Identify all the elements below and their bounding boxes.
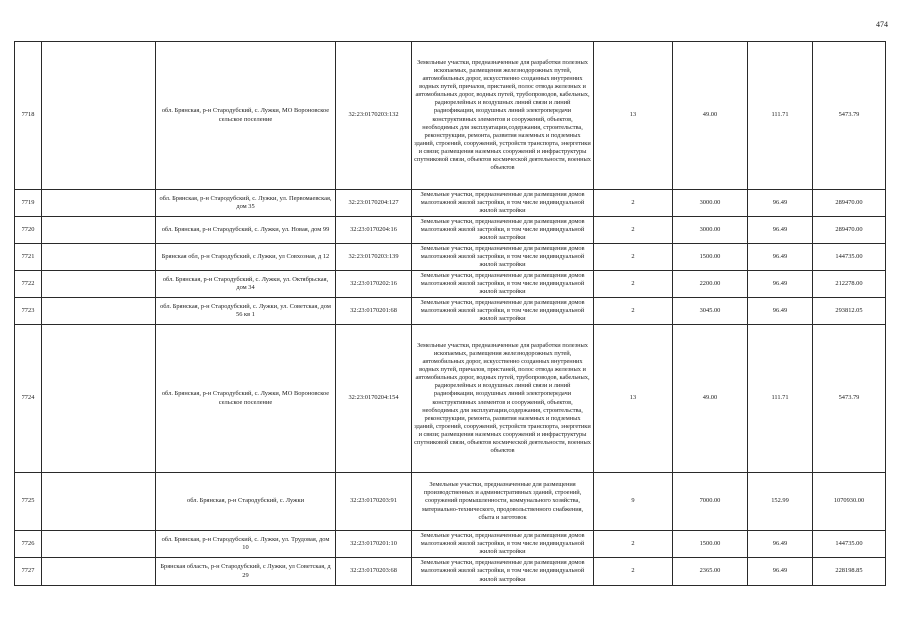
table-row (15, 217, 886, 244)
usage-group-cell: 2 (594, 190, 673, 217)
address-cell: обл. Брянская, р-н Стародубский, с. Лужки (156, 473, 336, 531)
table-row (15, 190, 886, 217)
cadastral-number-cell: 32:23:0170203:91 (336, 473, 412, 531)
area-cell: 49.00 (673, 42, 748, 190)
cadastral-number-cell: 32:23:0170204:154 (336, 325, 412, 473)
row-number: 7726 (15, 531, 42, 558)
cadastral-number-cell: 32:23:0170204:16 (336, 217, 412, 244)
usage-group-cell: 2 (594, 217, 673, 244)
table-body (15, 42, 886, 586)
land-purpose-cell: Земельные участки, предназначенные для размещения производственных и административных зданий, строений, сооружений промышленности, коммунального хозяйства, материально-технического, продовольственного снабжения, сбыта и заготовок (412, 473, 594, 531)
blank-cell (42, 558, 156, 586)
table-row (15, 473, 886, 531)
specific-value-cell: 96.49 (748, 244, 813, 271)
usage-group-cell: 13 (594, 42, 673, 190)
address-cell: обл. Брянская, р-н Стародубский, с. Лужки, ул. Первомаевская, дом 35 (156, 190, 336, 217)
table-row (15, 244, 886, 271)
usage-group-cell: 13 (594, 325, 673, 473)
cadastral-number-cell: 32:23:0170201:10 (336, 531, 412, 558)
cadastral-value-cell: 293812.05 (813, 298, 886, 325)
blank-cell (42, 473, 156, 531)
cadastral-value-cell: 5473.79 (813, 325, 886, 473)
table-row (15, 42, 886, 190)
table-row (15, 531, 886, 558)
land-purpose-cell: Земельные участки, предназначенные для разработки полезных ископаемых, размещения железнодорожных путей, автомобильных дорог, искусственно созданных внутренних водных путей, причалов, пристаней, полос отвода железных и автомобильных дорог, водных путей, трубопроводов, кабельных, радиорелейных и воздушных линий связи и линий радиофикации, воздушных линий электропередачи конструктивных элементов и сооружений, объектов, необходимых для эксплуатации,содержания, строительства, реконструкции, ремонта, развития наземных и подземных зданий, строений, сооружений, устройств транспорта, энергетики и связи; размещения наземных сооружений и инфраструктуры спутниковой связи, объектов космической деятельности, военных объектов (412, 42, 594, 190)
cadastral-value-cell: 289470.00 (813, 217, 886, 244)
address-cell: обл. Брянская, р-н Стародубский, с. Лужки, ул. Советская, дом 56 кв 1 (156, 298, 336, 325)
cadastral-value-cell: 228198.85 (813, 558, 886, 586)
usage-group-cell: 2 (594, 244, 673, 271)
cadastral-value-cell: 144735.00 (813, 244, 886, 271)
land-purpose-cell: Земельные участки, предназначенные для размещения домов малоэтажной жилой застройки, в том числе индивидуальной жилой застройки (412, 558, 594, 586)
usage-group-cell: 2 (594, 271, 673, 298)
specific-value-cell: 96.49 (748, 217, 813, 244)
row-number: 7718 (15, 42, 42, 190)
table-row (15, 271, 886, 298)
address-cell: обл. Брянская, р-н Стародубский, с. Лужки, ул. Новая, дом 99 (156, 217, 336, 244)
address-cell: Брянская обл, р-н Стародубский, с Лужки, ул Совхозная, д 12 (156, 244, 336, 271)
table-row (15, 558, 886, 586)
cadastral-number-cell: 32:23:0170202:16 (336, 271, 412, 298)
cadastral-value-cell: 144735.00 (813, 531, 886, 558)
land-purpose-cell: Земельные участки, предназначенные для разработки полезных ископаемых, размещения железнодорожных путей, автомобильных дорог, искусственно созданных внутренних водных путей, причалов, пристаней, полос отвода железных и автомобильных дорог, водных путей, трубопроводов, кабельных, радиорелейных и воздушных линий связи и линий радиофикации, воздушных линий электропередачи конструктивных элементов и сооружений, объектов, необходимых для эксплуатации,содержания, строительства, реконструкции, ремонта, развития наземных и подземных зданий, строений, сооружений, устройств транспорта, энергетики и связи; размещения наземных сооружений и инфраструктуры спутниковой связи, объектов космической деятельности, военных объектов (412, 325, 594, 473)
land-purpose-cell: Земельные участки, предназначенные для размещения домов малоэтажной жилой застройки, в том числе индивидуальной жилой застройки (412, 298, 594, 325)
specific-value-cell: 111.71 (748, 325, 813, 473)
blank-cell (42, 271, 156, 298)
address-cell: обл. Брянская, р-н Стародубский, с. Лужки, ул. Трудовая, дом 10 (156, 531, 336, 558)
blank-cell (42, 244, 156, 271)
blank-cell (42, 325, 156, 473)
land-purpose-cell: Земельные участки, предназначенные для размещения домов малоэтажной жилой застройки, в том числе индивидуальной жилой застройки (412, 190, 594, 217)
area-cell: 1500.00 (673, 531, 748, 558)
row-number: 7721 (15, 244, 42, 271)
usage-group-cell: 2 (594, 298, 673, 325)
cadastral-number-cell: 32:23:0170204:127 (336, 190, 412, 217)
land-purpose-cell: Земельные участки, предназначенные для размещения домов малоэтажной жилой застройки, в том числе индивидуальной жилой застройки (412, 531, 594, 558)
blank-cell (42, 190, 156, 217)
land-purpose-cell: Земельные участки, предназначенные для размещения домов малоэтажной жилой застройки, в том числе индивидуальной жилой застройки (412, 217, 594, 244)
cadastral-value-table (14, 41, 886, 586)
usage-group-cell: 2 (594, 558, 673, 586)
area-cell: 2365.00 (673, 558, 748, 586)
blank-cell (42, 531, 156, 558)
row-number: 7724 (15, 325, 42, 473)
specific-value-cell: 96.49 (748, 558, 813, 586)
blank-cell (42, 217, 156, 244)
land-purpose-cell: Земельные участки, предназначенные для размещения домов малоэтажной жилой застройки, в том числе индивидуальной жилой застройки (412, 244, 594, 271)
area-cell: 2200.00 (673, 271, 748, 298)
area-cell: 7000.00 (673, 473, 748, 531)
blank-cell (42, 42, 156, 190)
table-row (15, 325, 886, 473)
row-number: 7725 (15, 473, 42, 531)
cadastral-number-cell: 32:23:0170203:68 (336, 558, 412, 586)
address-cell: обл. Брянская, р-н Стародубский, с. Лужки, МО Вороновское сельское поселение (156, 42, 336, 190)
cadastral-value-cell: 5473.79 (813, 42, 886, 190)
area-cell: 1500.00 (673, 244, 748, 271)
land-purpose-cell: Земельные участки, предназначенные для размещения домов малоэтажной жилой застройки, в том числе индивидуальной жилой застройки (412, 271, 594, 298)
area-cell: 3000.00 (673, 190, 748, 217)
row-number: 7720 (15, 217, 42, 244)
specific-value-cell: 111.71 (748, 42, 813, 190)
page-number: 474 (876, 20, 888, 29)
row-number: 7719 (15, 190, 42, 217)
specific-value-cell: 96.49 (748, 271, 813, 298)
specific-value-cell: 152.99 (748, 473, 813, 531)
table-row (15, 298, 886, 325)
cadastral-number-cell: 32:23:0170203:132 (336, 42, 412, 190)
address-cell: обл. Брянская, р-н Стародубский, с. Лужки, ул. Октябрьская, дом 34 (156, 271, 336, 298)
specific-value-cell: 96.49 (748, 298, 813, 325)
blank-cell (42, 298, 156, 325)
specific-value-cell: 96.49 (748, 531, 813, 558)
usage-group-cell: 2 (594, 531, 673, 558)
address-cell: Брянская область, р-н Стародубский, с Лужки, ул Советская, д 29 (156, 558, 336, 586)
row-number: 7723 (15, 298, 42, 325)
specific-value-cell: 96.49 (748, 190, 813, 217)
cadastral-number-cell: 32:23:0170201:68 (336, 298, 412, 325)
cadastral-value-cell: 212278.00 (813, 271, 886, 298)
usage-group-cell: 9 (594, 473, 673, 531)
row-number: 7722 (15, 271, 42, 298)
area-cell: 49.00 (673, 325, 748, 473)
cadastral-value-cell: 289470.00 (813, 190, 886, 217)
area-cell: 3045.00 (673, 298, 748, 325)
row-number: 7727 (15, 558, 42, 586)
address-cell: обл. Брянская, р-н Стародубский, с. Лужки, МО Вороновское сельское поселение (156, 325, 336, 473)
cadastral-number-cell: 32:23:0170203:139 (336, 244, 412, 271)
area-cell: 3000.00 (673, 217, 748, 244)
cadastral-value-cell: 1070930.00 (813, 473, 886, 531)
